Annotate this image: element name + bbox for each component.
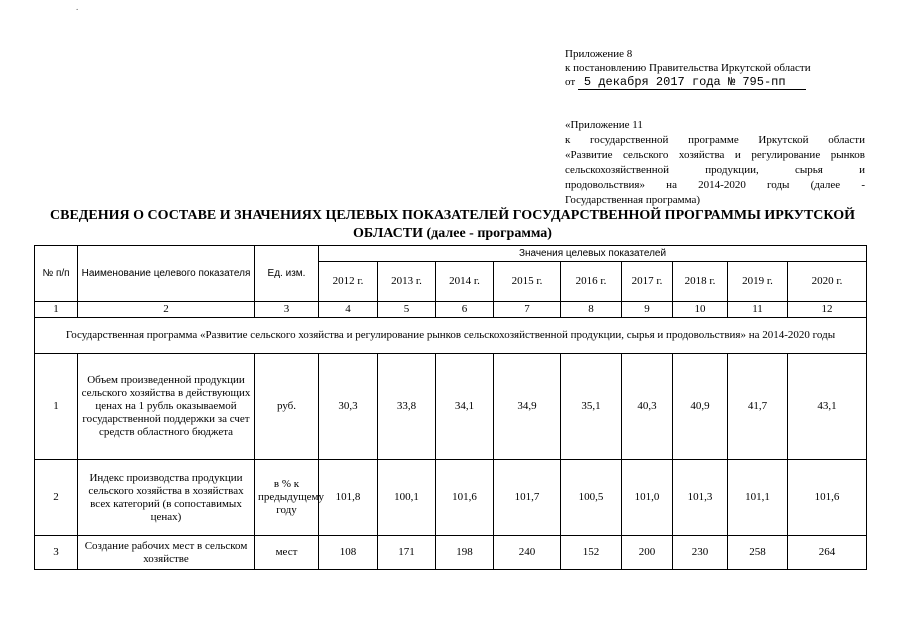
col-number: 10 xyxy=(673,302,728,318)
annex11-line2: «Развитие сельского хозяйства и регулирование рынков xyxy=(565,149,865,161)
annex-line1: Приложение 8 xyxy=(565,48,633,60)
row-value: 101,8 xyxy=(319,460,378,536)
table-row xyxy=(35,354,867,460)
row-value: 101,1 xyxy=(728,460,788,536)
year-header: 2018 г. xyxy=(673,262,728,302)
row-num: 3 xyxy=(35,536,78,570)
row-value: 100,1 xyxy=(378,460,436,536)
col-number: 4 xyxy=(319,302,378,318)
row-value: 33,8 xyxy=(378,354,436,460)
col-number: 6 xyxy=(436,302,494,318)
row-value: 258 xyxy=(728,536,788,570)
row-value: 101,7 xyxy=(494,460,561,536)
row-unit: руб. xyxy=(255,354,319,460)
col-number: 9 xyxy=(622,302,673,318)
row-value: 101,0 xyxy=(622,460,673,536)
table-row xyxy=(35,536,867,570)
annex-date-line xyxy=(565,75,865,89)
year-header: 2014 г. xyxy=(436,262,494,302)
header-num: № п/п xyxy=(35,246,78,302)
row-value: 240 xyxy=(494,536,561,570)
stray-mark: . xyxy=(76,2,79,12)
header-name: Наименование целевого показателя xyxy=(78,246,255,302)
annex11-title: «Приложение 11 xyxy=(565,119,643,131)
col-number: 3 xyxy=(255,302,319,318)
col-number: 1 xyxy=(35,302,78,318)
row-value: 101,6 xyxy=(788,460,867,536)
header-values: Значения целевых показателей xyxy=(319,246,867,262)
header-unit: Ед. изм. xyxy=(255,246,319,302)
header-row-1 xyxy=(35,246,867,262)
year-header: 2012 г. xyxy=(319,262,378,302)
row-value: 171 xyxy=(378,536,436,570)
annex11-line3: сельскохозяйственной продукции, сырья и xyxy=(565,164,865,176)
row-unit: мест xyxy=(255,536,319,570)
annex-line2: к постановлению Правительства Иркутской области xyxy=(565,62,811,74)
row-value: 101,3 xyxy=(673,460,728,536)
row-value: 100,5 xyxy=(561,460,622,536)
col-number: 7 xyxy=(494,302,561,318)
row-num: 1 xyxy=(35,354,78,460)
year-header: 2016 г. xyxy=(561,262,622,302)
row-value: 40,3 xyxy=(622,354,673,460)
annex-date-prefix: от xyxy=(565,76,576,88)
col-number: 8 xyxy=(561,302,622,318)
row-value: 43,1 xyxy=(788,354,867,460)
row-value: 34,9 xyxy=(494,354,561,460)
year-header: 2015 г. xyxy=(494,262,561,302)
row-value: 101,6 xyxy=(436,460,494,536)
annex-header xyxy=(565,47,865,89)
year-header: 2013 г. xyxy=(378,262,436,302)
row-value: 230 xyxy=(673,536,728,570)
table-row xyxy=(35,460,867,536)
col-number: 5 xyxy=(378,302,436,318)
row-name: Индекс производства продукции сельского хозяйства в хозяйствах всех категорий (в сопоставимых ценах) xyxy=(78,460,255,536)
annex11-line5: Государственная программа) xyxy=(565,194,701,206)
row-value: 108 xyxy=(319,536,378,570)
row-value: 200 xyxy=(622,536,673,570)
row-value: 152 xyxy=(561,536,622,570)
row-num: 2 xyxy=(35,460,78,536)
col-number: 2 xyxy=(78,302,255,318)
row-name: Объем произведенной продукции сельского хозяйства в действующих ценах на 1 рубль оказываемой государственной поддержки за счет средств областного бюджета xyxy=(78,354,255,460)
row-value: 34,1 xyxy=(436,354,494,460)
program-title: Государственная программа «Развитие сельского хозяйства и регулирование рынков сельскохозяйственной продукции, сырья и продовольствия» на 2014-2020 годы xyxy=(35,318,867,354)
col-number: 12 xyxy=(788,302,867,318)
indicators-table xyxy=(34,245,867,570)
program-row xyxy=(35,318,867,354)
annex-date: 5 декабря 2017 года № 795-пп xyxy=(578,75,806,90)
year-header: 2017 г. xyxy=(622,262,673,302)
column-number-row xyxy=(35,302,867,318)
year-header: 2019 г. xyxy=(728,262,788,302)
row-name: Создание рабочих мест в сельском хозяйстве xyxy=(78,536,255,570)
row-value: 35,1 xyxy=(561,354,622,460)
annex11-header xyxy=(565,118,865,208)
row-value: 41,7 xyxy=(728,354,788,460)
annex11-line4: продовольствия» на 2014-2020 годы (далее - xyxy=(565,179,865,191)
row-value: 198 xyxy=(436,536,494,570)
year-header: 2020 г. xyxy=(788,262,867,302)
annex11-line1: к государственной программе Иркутской области xyxy=(565,134,865,146)
row-value: 264 xyxy=(788,536,867,570)
row-value: 40,9 xyxy=(673,354,728,460)
row-unit: в % к предыдущему году xyxy=(255,460,319,536)
col-number: 11 xyxy=(728,302,788,318)
document-title: СВЕДЕНИЯ О СОСТАВЕ И ЗНАЧЕНИЯХ ЦЕЛЕВЫХ ПОКАЗАТЕЛЕЙ ГОСУДАРСТВЕННОЙ ПРОГРАММЫ ИРКУТСКОЙ ОБЛАСТИ (далее - программа) xyxy=(50,208,855,241)
row-value: 30,3 xyxy=(319,354,378,460)
